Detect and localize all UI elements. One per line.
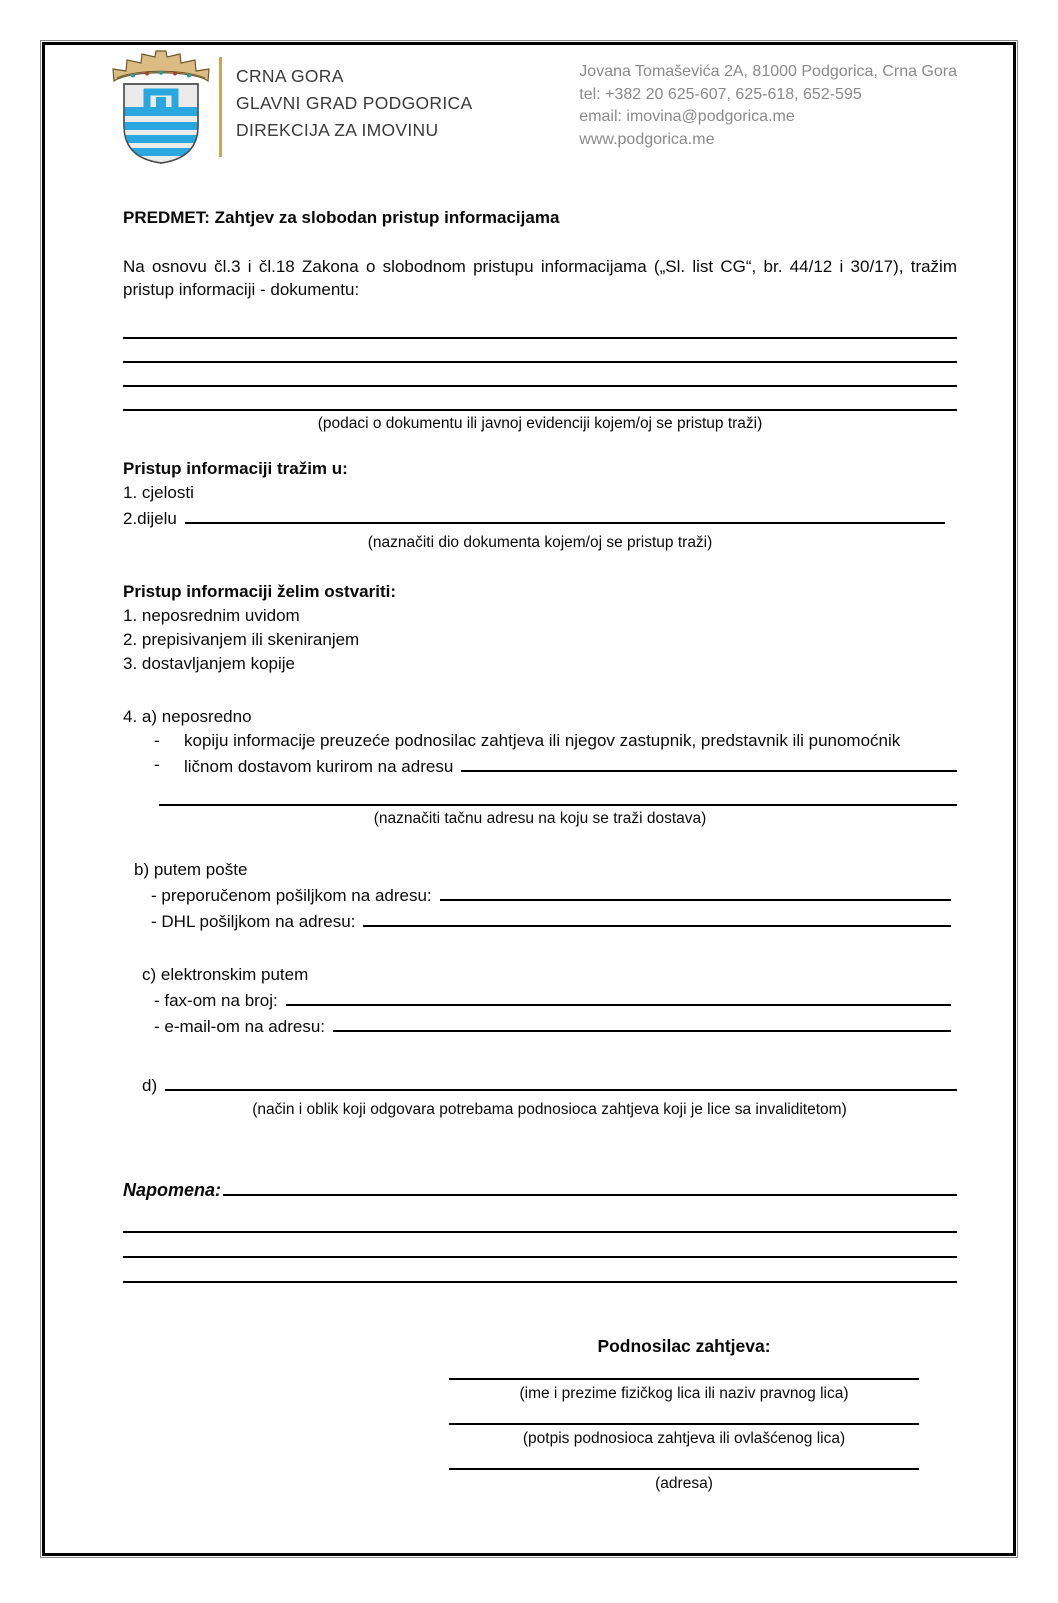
bullet-dash: - (154, 731, 160, 750)
document-description-caption: (podaci o dokumentu ili javnoj evidenciji kojem/oj se pristup traži) (317, 415, 763, 432)
signature-name-caption: (ime i prezime fizičkog lica ili naziv pravnog lica) (519, 1385, 849, 1402)
delivery-b-item-1 (134, 882, 957, 907)
access-method-item-2: 2. prepisivanjem ili skeniranjem (123, 630, 360, 649)
access-scope-caption: (naznačiti dio dokumenta kojem/oj se pristup traži) (367, 534, 713, 551)
delivery-b-item-1-label: - preporučenom pošiljkom na adresu: (151, 886, 432, 905)
document-page (42, 42, 1016, 1556)
signature-sign-caption: (potpis podnosioca zahtjeva ili ovlašćenog lica) (522, 1430, 846, 1447)
note-lines (123, 1208, 957, 1283)
delivery-b-heading: b) putem pošte (134, 860, 248, 879)
delivery-c-item-2-label: - e-mail-om na adresu: (154, 1017, 326, 1036)
fill-line (286, 987, 951, 1006)
access-method-item-1: 1. neposrednim uvidom (123, 606, 300, 625)
fill-line (223, 1177, 957, 1196)
fill-line (123, 315, 957, 339)
signature-block (449, 1335, 919, 1493)
access-scope-item-2-label: 2.dijelu (123, 509, 177, 528)
letterhead (111, 49, 957, 172)
delivery-c-heading: c) elektronskim putem (142, 965, 309, 984)
fill-line (440, 882, 951, 901)
access-method-section (123, 580, 957, 675)
delivery-a-heading: 4. a) neposredno (123, 707, 252, 726)
access-scope-heading: Pristup informaciji tražim u: (123, 459, 348, 478)
fill-line (333, 1013, 951, 1032)
delivery-c-item-1-label: - fax-om na broj: (154, 991, 278, 1010)
delivery-b-item-2-label: - DHL pošiljkom na adresu: (151, 912, 356, 931)
organization-titles (236, 49, 472, 144)
fill-line (461, 753, 957, 772)
document-description-lines (123, 315, 957, 411)
access-scope-item-1: 1. cjelosti (123, 483, 194, 502)
contact-phone: tel: +382 20 625-607, 625-618, 652-595 (579, 85, 862, 103)
note-row (123, 1177, 957, 1202)
delivery-a-bullet-2 (123, 753, 957, 778)
delivery-a-caption: (naznačiti tačnu adresu na koju se traži dostava) (373, 810, 707, 827)
delivery-a-bullet-2-label: ličnom dostavom kurirom na adresu (184, 757, 454, 776)
intro-paragraph: Na osnovu čl.3 i čl.18 Zakona o slobodnom pristupu informacijama („Sl. list CG“, br. 44/12 i 30/17), tražim pristup informaciji - dokumentu: (123, 257, 957, 299)
delivery-a-bullet-1-text: kopiju informacije preuzeće podnosilac zahtjeva ili njegov zastupnik, predstavnik ili punomoćnik (184, 731, 901, 750)
fill-line (123, 1233, 957, 1258)
org-line-department: DIREKCIJA ZA IMOVINU (236, 120, 439, 140)
delivery-a-section (123, 705, 957, 828)
delivery-a-bullet-1 (123, 729, 957, 752)
fill-line (123, 1258, 957, 1283)
org-line-city: GLAVNI GRAD PODGORICA (236, 93, 473, 113)
fill-line (363, 908, 951, 927)
fill-line (185, 505, 945, 524)
podgorica-coat-of-arms-icon (111, 49, 211, 172)
fill-line (159, 778, 957, 806)
delivery-c-item-1 (142, 987, 957, 1012)
bullet-dash: - (154, 755, 160, 774)
signature-address-row (449, 1468, 919, 1493)
signature-sign-row (449, 1423, 919, 1448)
note-section (123, 1177, 957, 1283)
fill-line (123, 363, 957, 387)
access-method-heading: Pristup informaciji želim ostvariti: (123, 582, 397, 601)
contact-address: Jovana Tomaševića 2A, 81000 Podgorica, Crna Gora (579, 63, 957, 80)
fill-line (123, 339, 957, 363)
delivery-b-item-2 (134, 908, 957, 933)
delivery-d-label: d) (142, 1076, 158, 1095)
access-scope-item-2 (123, 505, 957, 530)
fill-line (165, 1072, 957, 1091)
delivery-c-section (123, 963, 957, 1038)
note-label: Napomena: (123, 1180, 222, 1200)
delivery-a-bullet-2-row (184, 753, 957, 778)
contact-website: www.podgorica.me (579, 130, 715, 148)
access-method-item-3: 3. dostavljanjem kopije (123, 654, 295, 673)
delivery-c-item-2 (142, 1013, 957, 1038)
delivery-b-section (123, 858, 957, 933)
signature-heading: Podnosilac zahtjeva: (597, 1336, 771, 1356)
access-scope-section (123, 457, 957, 552)
header-divider (219, 57, 222, 157)
delivery-d-row (142, 1072, 957, 1097)
org-line-country: CRNA GORA (236, 66, 344, 86)
subject-line: PREDMET: Zahtjev za slobodan pristup informacijama (123, 208, 560, 227)
contact-info (579, 49, 957, 151)
delivery-d-section (123, 1072, 957, 1119)
fill-line (123, 387, 957, 411)
signature-name-row (449, 1378, 919, 1403)
delivery-d-caption: (način i oblik koji odgovara potrebama podnosioca zahtjeva koji je lice sa invaliditetom) (252, 1101, 847, 1118)
fill-line (123, 1208, 957, 1233)
contact-email: email: imovina@podgorica.me (579, 108, 795, 125)
signature-address-caption: (adresa) (655, 1475, 713, 1492)
